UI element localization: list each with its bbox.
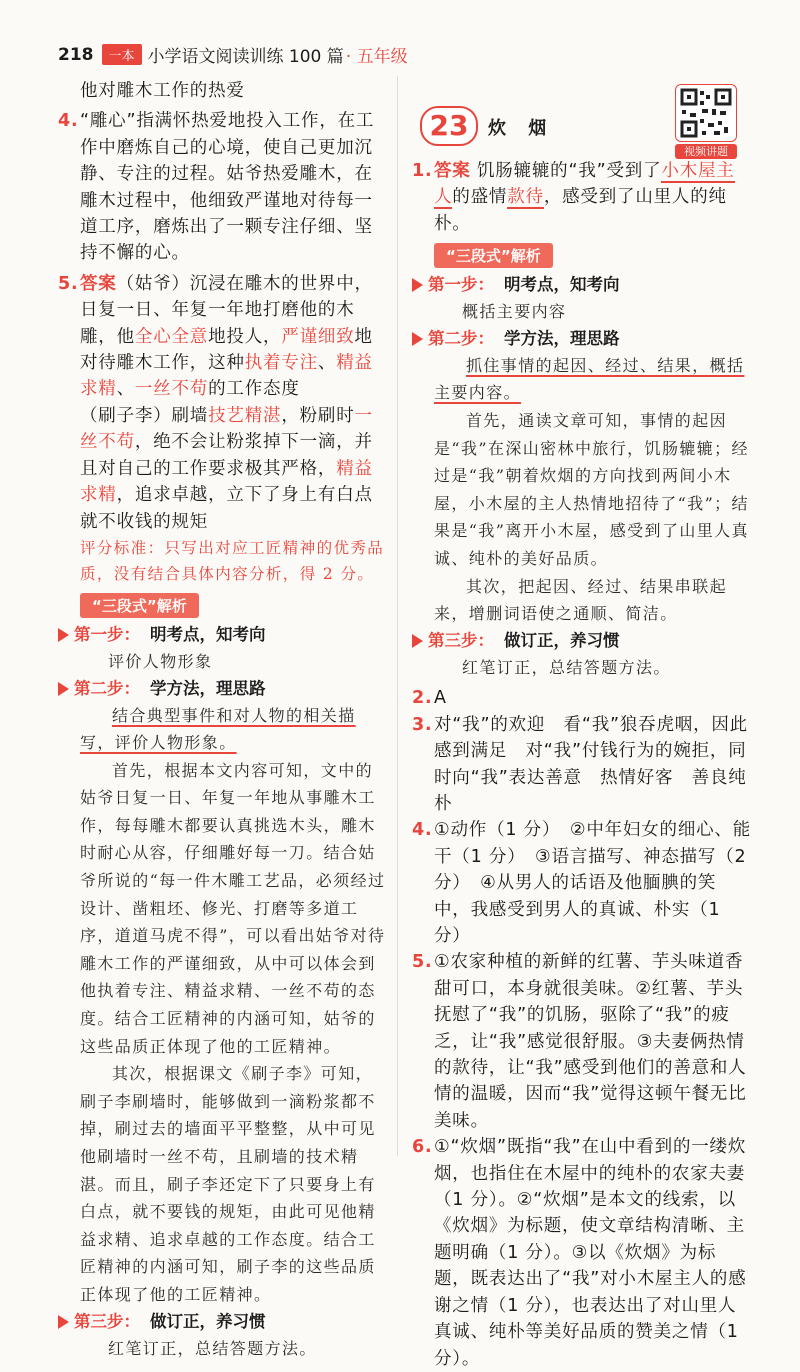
- answer-text: ，感受到了山里人的纯朴。: [434, 187, 727, 234]
- step-3: [412, 628, 752, 654]
- question-number: 3.: [412, 714, 433, 735]
- step-label: 学方法，理思路: [150, 678, 266, 698]
- answer-text: A: [434, 688, 447, 709]
- step-2: [58, 676, 390, 702]
- left-column: [58, 78, 390, 1362]
- keyword: 小木屋主人: [434, 161, 735, 208]
- answer-text: 、: [116, 379, 135, 400]
- qr-code-graphic: [676, 85, 736, 141]
- arrow-icon: [412, 278, 423, 292]
- page-header: [58, 42, 408, 67]
- step-1: [412, 272, 752, 298]
- lesson-number: 23: [420, 106, 478, 146]
- step-number: 第二步：: [74, 678, 140, 698]
- page-number: 218: [58, 44, 94, 65]
- answer-label: 答案: [80, 273, 117, 294]
- continued-line: 他对雕木工作的热爱: [80, 81, 245, 101]
- keyword: 款待: [507, 187, 544, 208]
- step-note: [58, 702, 390, 757]
- question-number: 1.: [412, 161, 433, 181]
- question-number: 5.: [58, 273, 79, 294]
- qr-label: 视频讲题: [675, 144, 737, 159]
- arrow-icon: [58, 628, 69, 642]
- step-label: 明考点，知考向: [150, 624, 266, 644]
- step-note: 红笔订正，总结答题方法。: [108, 1338, 317, 1358]
- answer-4: [58, 108, 390, 266]
- keyword: 技艺精湛: [208, 405, 282, 426]
- book-title: 小学语文阅读训练 100 篇: [147, 47, 344, 67]
- analysis-paragraph: 首先，通读文章可知，事情的起因是“我”在深山密林中旅行，饥肠辘辘；经过是“我”朝着炊烟的方向找到两间小木屋，小木屋的主人热情地招待了“我”；结果是“我”离开小木屋，感受到了山里人真诚、纯朴的美好品质。: [434, 411, 749, 568]
- answer-text: （刷子李）刷墙: [80, 405, 209, 426]
- keyword: 全心全意: [134, 326, 209, 347]
- answer-text: 、: [317, 353, 337, 374]
- answer-text: ①动作（1 分） ②中年妇女的细心、能干（1 分） ③语言描写、神态描写（2 分） ④从男人的话语及他腼腆的笑中，我感受到男人的真诚、朴实（1 分）: [434, 820, 752, 946]
- answer-4: [412, 817, 752, 949]
- step-1: [58, 622, 390, 648]
- answer-body: [434, 158, 752, 237]
- answer-text: ①“炊烟”既指“我”在山中看到的一缕炊烟，也指住在木屋中的纯朴的农家夫妻（1 分）。②“炊烟”是本文的线索，以《炊烟》为标题，使文章结构清晰、主题明确（1 分）。③以《炊烟》为标题，既表达出了“我”对小木屋主人的感谢之情（1 分），也表达出了对山里人真诚、纯朴等美好品质的赞美之情（1 分）。: [434, 1137, 747, 1369]
- underlined-note: 抓住事情的起因、经过、结果，概括主要内容。: [434, 355, 745, 403]
- analysis-paragraph: 其次，根据课文《刷子李》可知，刷子李刷墙时，能够做到一滴粉浆都不掉，刷过去的墙面平平整整，从中可见他刷墙时一丝不苟，且刷墙的技术精湛。而且，刷子李还定下了只要身上有白点，就不要钱的规矩，由此可见他精益求精、追求卓越的工作态度。结合工匠精神的内涵可知，刷子李的这些品质正体现了他的工匠精神。: [80, 1064, 376, 1304]
- three-part-analysis-badge: “三段式”解析: [80, 593, 199, 618]
- answer-2: [412, 685, 752, 711]
- step-label: 做订正，养习惯: [150, 1311, 266, 1331]
- grade-label: · 五年级: [345, 47, 408, 67]
- step-note: 红笔订正，总结答题方法。: [462, 657, 671, 677]
- analysis-paragraph: 首先，根据本文内容可知，文中的姑爷日复一日、年复一年地从事雕木工作，每每雕木都要认真挑选木头，雕木时耐心从容，仔细雕好每一刀。结合姑爷所说的“每一件木雕工艺品，必须经过设计、凿粗坯、修光、打磨等多道工序，道道马虎不得”，可以看出姑爷对待雕木工作的严谨细致，从中可以体会到他执着专注、精益求精、一丝不苟的态度。结合工匠精神的内涵可知，姑爷的这些品质正体现了他的工匠精神。: [80, 760, 386, 1056]
- brand-logo: 一本: [102, 44, 142, 65]
- question-number: 2.: [412, 688, 433, 709]
- step-label: 做订正，养习惯: [504, 630, 620, 650]
- answer-6: [412, 1134, 752, 1372]
- answer-text: ，粉刷时: [281, 405, 355, 426]
- answer-1: [412, 158, 752, 237]
- keyword: 一丝不苟: [134, 379, 209, 400]
- question-number: 6.: [412, 1137, 433, 1158]
- step-number: 第一步：: [74, 624, 140, 644]
- step-number: 第二步：: [428, 328, 494, 348]
- scoring-criteria: 评分标准：只写出对应工匠精神的优秀品质，没有结合具体内容分析，得 2 分。: [80, 538, 385, 583]
- answer-text: ①农家种植的新鲜的红薯、芋头味道香甜可口，本身就很美味。②红薯、芋头抚慰了“我”的饥肠，驱除了“我”的疲乏，让“我”感觉很舒服。③夫妻俩热情的款待，让“我”感受到他们的善意和人情的温暖，因而“我”觉得这顿午餐无比美味。: [434, 952, 747, 1131]
- qr-code-icon[interactable]: [675, 84, 737, 142]
- answer-label: 答案: [434, 161, 471, 181]
- keyword: 严谨细致: [281, 326, 355, 347]
- answer-text: 的工作态度: [208, 379, 300, 400]
- answer-text: “雕心”指满怀热爱地投入工作，在工作中磨炼自己的心境，使自己更加沉静、专注的过程。姑爷热爱雕木，在雕木过程中，他细致严谨地对待每一道工序，磨炼出了一颗专注仔细、坚持不懈的心。: [80, 111, 375, 264]
- right-column: [412, 84, 752, 1372]
- step-2: [412, 326, 752, 352]
- step-note: 评价人物形象: [108, 651, 213, 671]
- arrow-icon: [58, 1315, 69, 1329]
- column-divider: [397, 76, 398, 1156]
- answer-text: 地投人，: [208, 326, 282, 347]
- keyword: 精益求精: [80, 353, 373, 400]
- answer-5: [412, 949, 752, 1134]
- arrow-icon: [412, 634, 423, 648]
- step-label: 学方法，理思路: [504, 328, 620, 348]
- keyword: 精益求精: [80, 458, 373, 506]
- keyword: 执着专注: [244, 353, 318, 374]
- step-note: [412, 352, 752, 407]
- arrow-icon: [58, 682, 69, 696]
- step-3: [58, 1309, 390, 1335]
- three-part-analysis-badge: “三段式”解析: [434, 243, 553, 268]
- question-number: 4.: [412, 820, 433, 841]
- question-number: 5.: [412, 952, 433, 973]
- answer-text: 地对待雕木工作，这种: [80, 326, 373, 374]
- answer-body: [80, 271, 390, 535]
- underlined-note: 结合典型事件和对人物的相关描写，评价人物形象。: [80, 705, 356, 753]
- step-number: 第一步：: [428, 275, 494, 295]
- step-label: 明考点，知考向: [504, 275, 620, 295]
- answer-text: 对“我”的欢迎 看“我”狼吞虎咽，因此感到满足 对“我”付钱行为的婉拒，同时向“我”表达善意 热情好客 善良纯朴: [434, 714, 748, 814]
- answer-text: ，追求卓越，立下了身上有白点就不收钱的规矩: [80, 485, 373, 532]
- answer-text: 饥肠辘辘的“我”受到了: [470, 161, 662, 181]
- lesson-header: [412, 84, 752, 158]
- step-number: 第三步：: [428, 630, 494, 650]
- step-note: 概括主要内容: [462, 302, 567, 322]
- answer-text: 的盛情: [452, 187, 508, 208]
- answer-text: ，绝不会让粉浆掉下一滴，并且对自己的工作要求极其严格，: [80, 432, 373, 479]
- video-qr[interactable]: [670, 84, 742, 158]
- analysis-paragraph: 其次，把起因、经过、结果串联起来，增删词语使之通顺、简洁。: [434, 576, 728, 624]
- arrow-icon: [412, 332, 423, 346]
- step-number: 第三步：: [74, 1311, 140, 1331]
- keyword: 一丝不苟: [80, 405, 373, 453]
- answer-3: [412, 712, 752, 818]
- answer-5: [58, 271, 390, 535]
- lesson-title: 炊 烟: [488, 118, 555, 139]
- question-number: 4.: [58, 111, 79, 132]
- answer-text: （姑爷）沉浸在雕木的世界中，日复一日、年复一年地打磨他的木雕，他: [80, 273, 373, 347]
